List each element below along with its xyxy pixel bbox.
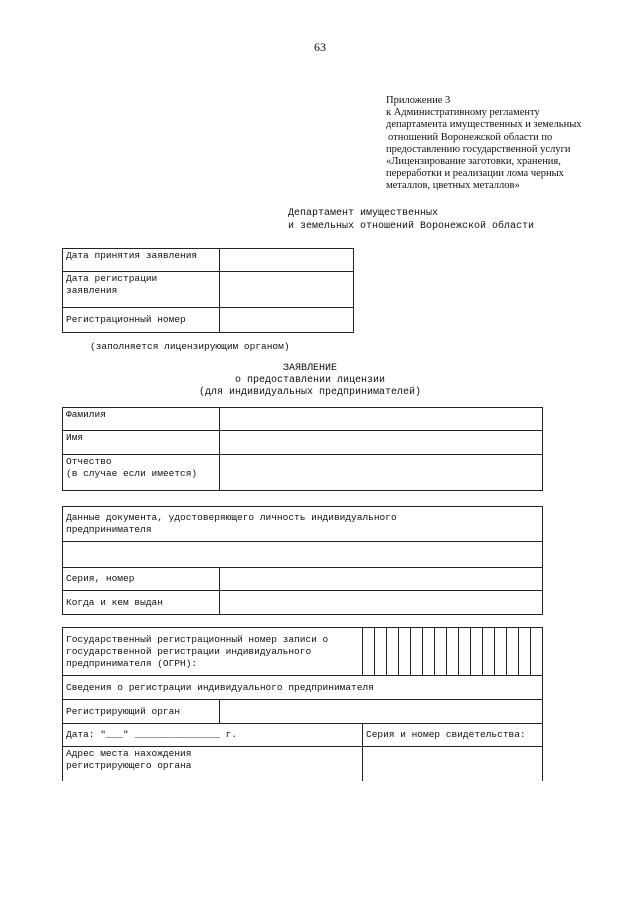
registration-number-field[interactable] <box>220 308 354 333</box>
registration-record-field[interactable] <box>220 272 354 308</box>
passport-series-label: Серия, номер <box>63 568 220 591</box>
title-line: (для индивидуальных предпринимателей) <box>198 387 422 398</box>
surname-label: Фамилия <box>63 408 220 431</box>
passport-issued-field[interactable] <box>220 591 543 615</box>
registering-body-field[interactable] <box>220 700 543 724</box>
appendix-line: металлов, цветных металлов» <box>386 180 520 192</box>
appendix-line: предоставлению государственной услуги <box>386 143 571 155</box>
ogrnip-grid-cell[interactable] <box>483 628 495 676</box>
appendix-line: «Лицензирование заготовки, хранения, <box>386 156 561 168</box>
appendix-line: Приложение 3 <box>386 95 451 106</box>
registration-info-header: Сведения о регистрации индивидуального предпринимателя <box>63 676 543 700</box>
ogrnip-grid-cell[interactable] <box>447 628 459 676</box>
identity-table <box>62 506 543 615</box>
registering-body-label: Регистрирующий орган <box>63 700 220 724</box>
identity-header: Данные документа, удостоверяющего личность индивидуального предпринимателя <box>63 507 543 542</box>
ogrnip-grid-cell[interactable] <box>387 628 399 676</box>
registration-date-field[interactable] <box>220 249 354 272</box>
passport-issued-label: Когда и кем выдан <box>63 591 220 615</box>
patronymic-field[interactable] <box>220 455 543 491</box>
registration-info-table <box>62 627 543 781</box>
identity-blank-row[interactable] <box>63 542 543 568</box>
title-line: о предоставлении лицензии <box>234 375 386 386</box>
department-line: Департамент имущественных <box>288 208 439 219</box>
page-number: 63 <box>314 40 326 54</box>
first-name-label: Имя <box>63 431 220 455</box>
ogrnip-label: Государственный регистрационный номер записи о государственной регистрации индивидуального предпринимателя (ОГРН): <box>63 628 363 676</box>
patronymic-label: Отчество (в случае если имеется) <box>63 455 220 491</box>
name-table <box>62 407 543 491</box>
ogrnip-grid-cell[interactable] <box>471 628 483 676</box>
ogrnip-grid-cell[interactable] <box>459 628 471 676</box>
certificate-date-label[interactable]: Дата: "___" _______________ г. <box>63 724 363 747</box>
ogrnip-grid-cell[interactable] <box>375 628 387 676</box>
appendix-line: к Административному регламенту <box>386 107 540 119</box>
ogrnip-grid-cell[interactable] <box>399 628 411 676</box>
ogrnip-grid-cell[interactable] <box>423 628 435 676</box>
registration-number-label: Регистрационный номер <box>63 308 220 333</box>
title-heading: ЗАЯВЛЕНИЕ <box>282 363 337 374</box>
ogrnip-grid-cell[interactable] <box>531 628 543 676</box>
ogrnip-grid-cell[interactable] <box>507 628 519 676</box>
ogrnip-grid-cell[interactable] <box>411 628 423 676</box>
ogrnip-grid-cell[interactable] <box>435 628 447 676</box>
registration-note: (заполняется лицензирующим органом) <box>90 341 290 352</box>
registering-body-address-field[interactable] <box>363 747 543 781</box>
registration-record-label: Дата регистрации заявления <box>63 272 220 308</box>
ogrnip-grid-cell[interactable] <box>363 628 375 676</box>
appendix-line: переработки и реализации лома черных <box>386 168 564 180</box>
ogrnip-grid-cell[interactable] <box>519 628 531 676</box>
registration-table <box>62 248 354 333</box>
first-name-field[interactable] <box>220 431 543 455</box>
department-line: и земельных отношений Воронежской области <box>288 221 535 232</box>
appendix-line: департамента имущественных и земельных <box>386 119 582 131</box>
document-title <box>170 363 450 399</box>
appendix-line: отношений Воронежской области по <box>388 131 553 143</box>
appendix-caption <box>386 95 616 193</box>
surname-field[interactable] <box>220 408 543 431</box>
passport-series-field[interactable] <box>220 568 543 591</box>
certificate-number-label[interactable]: Серия и номер свидетельства: <box>363 724 543 747</box>
department-addressee <box>288 207 534 233</box>
registering-body-address-label: Адрес места нахождения регистрирующего органа <box>63 747 363 781</box>
registration-date-label: Дата принятия заявления <box>63 249 220 272</box>
ogrnip-grid-cell[interactable] <box>495 628 507 676</box>
